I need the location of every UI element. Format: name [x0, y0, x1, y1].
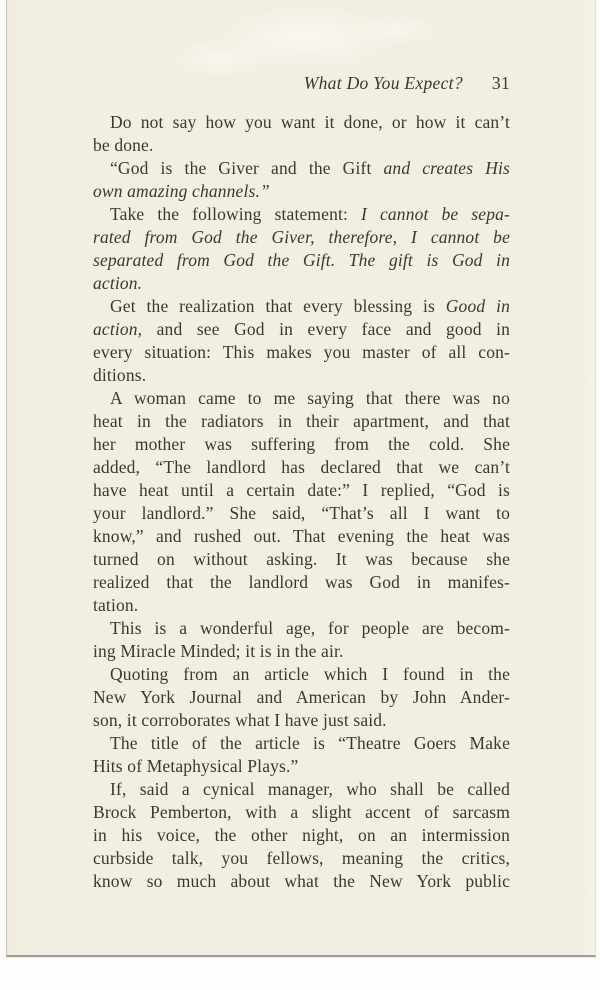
text-line — [93, 134, 510, 157]
text-segment: If, said a cynical manager, who shall be called — [110, 779, 510, 799]
italic-text-segment: own amazing channels.” — [93, 181, 270, 201]
text-segment: your landlord.” She said, “That’s all I want to — [93, 503, 510, 523]
italic-text-segment: rated from God the Giver, therefore, I cannot be — [93, 227, 510, 247]
text-segment: son, it corroborates what I have just said. — [93, 710, 387, 730]
text-segment: “God is the Giver and the Gift — [110, 158, 384, 178]
text-line — [93, 433, 510, 456]
running-head — [93, 73, 510, 94]
text-block — [93, 111, 510, 893]
text-line — [93, 456, 510, 479]
text-segment: know so much about what the New York public — [93, 871, 510, 891]
text-segment: her mother was suffering from the cold. She — [93, 434, 510, 454]
text-line — [93, 180, 510, 203]
text-line — [93, 778, 510, 801]
text-segment: Take the following statement: — [110, 204, 362, 224]
text-segment: heat in the radiators in their apartment, and that — [93, 411, 510, 431]
text-line — [93, 824, 510, 847]
text-line — [93, 226, 510, 249]
text-line — [93, 525, 510, 548]
text-line — [93, 663, 510, 686]
text-segment: have heat until a certain date:” I replied, “God is — [93, 480, 510, 500]
text-segment: turned on without asking. It was because she — [93, 549, 510, 569]
text-line — [93, 755, 510, 778]
text-segment: ing Miracle Minded; it is in the air. — [93, 641, 344, 661]
italic-text-segment: action. — [93, 273, 143, 293]
italic-text-segment: action, — [93, 319, 143, 339]
text-line — [93, 502, 510, 525]
text-segment: ditions. — [93, 365, 147, 385]
text-line — [93, 203, 510, 226]
text-line — [93, 479, 510, 502]
text-segment: Quoting from an article which I found in the — [110, 664, 510, 684]
text-line — [93, 801, 510, 824]
text-segment: realized that the landlord was God in manifes- — [93, 572, 510, 592]
text-segment: be done. — [93, 135, 154, 155]
text-line — [93, 571, 510, 594]
italic-text-segment: Good in — [445, 296, 510, 316]
text-line — [93, 341, 510, 364]
text-line — [93, 410, 510, 433]
text-segment: New York Journal and American by John Ander- — [93, 687, 510, 707]
text-line — [93, 318, 510, 341]
text-segment: Hits of Metaphysical Plays.” — [93, 756, 299, 776]
text-segment: every situation: This makes you master of all con- — [93, 342, 510, 362]
text-line — [93, 847, 510, 870]
text-line — [93, 870, 510, 893]
text-segment: Get the realization that every blessing is — [110, 296, 446, 316]
text-line — [93, 617, 510, 640]
text-segment: added, “The landlord has declared that we can’t — [93, 457, 510, 477]
text-line — [93, 111, 510, 134]
italic-text-segment: and creates His — [383, 158, 510, 178]
text-line — [93, 295, 510, 318]
text-segment: This is a wonderful age, for people are becom- — [110, 618, 510, 638]
text-line — [93, 272, 510, 295]
text-segment: The title of the article is “Theatre Goers Make — [110, 733, 510, 753]
text-line — [93, 157, 510, 180]
text-segment: curbside talk, you fellows, meaning the critics, — [93, 848, 510, 868]
text-segment: in his voice, the other night, on an intermission — [93, 825, 510, 845]
text-line — [93, 387, 510, 410]
text-line — [93, 732, 510, 755]
book-page — [6, 0, 596, 957]
text-segment: A woman came to me saying that there was no — [110, 388, 510, 408]
text-line — [93, 548, 510, 571]
italic-text-segment: I cannot be sepa- — [361, 204, 510, 224]
text-segment: tation. — [93, 595, 139, 615]
text-line — [93, 364, 510, 387]
text-line — [93, 686, 510, 709]
text-line — [93, 249, 510, 272]
text-line — [93, 594, 510, 617]
text-segment: Do not say how you want it done, or how it can’t — [110, 112, 510, 132]
text-line — [93, 640, 510, 663]
italic-text-segment: separated from God the Gift. The gift is God in — [93, 250, 510, 270]
text-segment: know,” and rushed out. That evening the heat was — [93, 526, 510, 546]
text-segment: and see God in every face and good in — [142, 319, 510, 339]
text-segment: Brock Pemberton, with a slight accent of sarcasm — [93, 802, 510, 822]
running-head-title: What Do You Expect? — [303, 73, 463, 93]
text-line — [93, 709, 510, 732]
page-number: 31 — [491, 73, 510, 93]
